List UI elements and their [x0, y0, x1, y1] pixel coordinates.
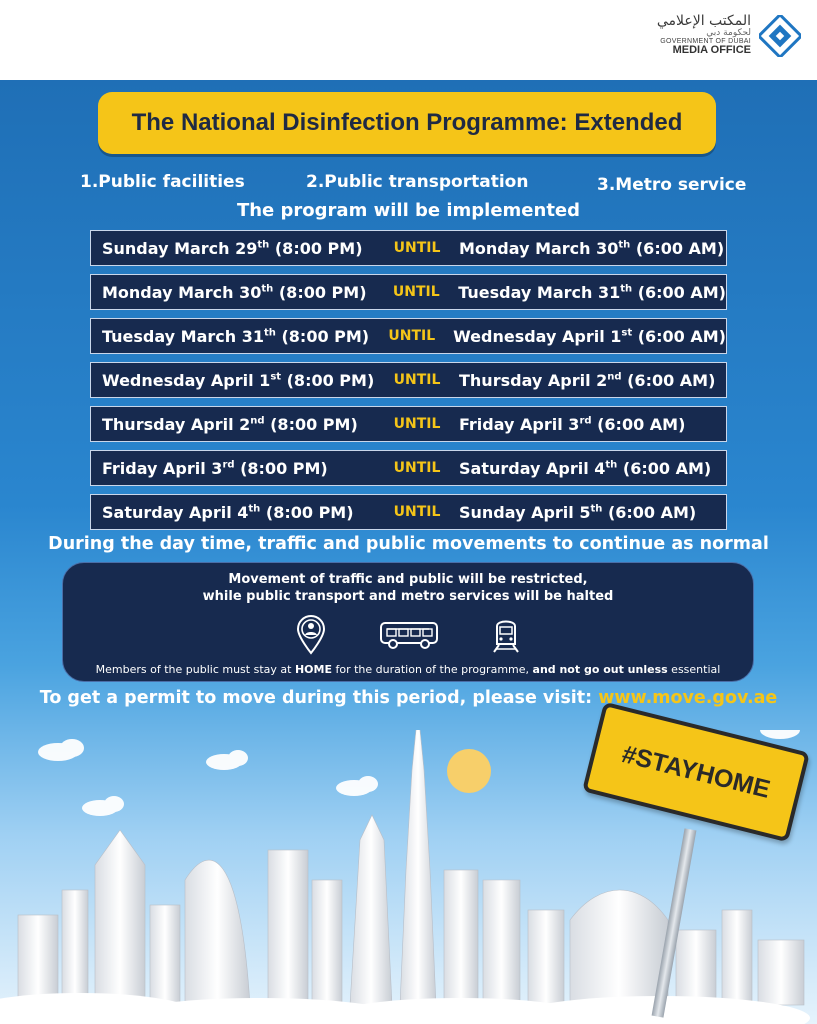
until-label: UNTIL — [392, 284, 440, 300]
until-label: UNTIL — [393, 416, 441, 432]
diamond-logo-icon — [759, 15, 801, 57]
restriction-notice — [62, 562, 754, 682]
header-bar — [0, 0, 817, 80]
notice-foot-a: Members of the public must stay at — [95, 663, 295, 676]
schedule-row — [90, 230, 727, 266]
permit-line — [0, 688, 817, 708]
schedule-row — [90, 406, 727, 442]
subtitle: The program will be implemented — [236, 200, 581, 221]
notice-foot-b: for the duration of the programme, — [331, 663, 533, 676]
schedule-row — [90, 494, 727, 530]
schedule-from: Sunday March 29th (8:00 PM) — [102, 238, 363, 258]
schedule-to: Tuesday March 31th (6:00 AM) — [458, 282, 726, 302]
daytime-note: During the day time, traffic and public movements to continue as normal — [48, 534, 769, 554]
notice-foot-d: essential — [667, 663, 721, 676]
schedule-from: Saturday April 4th (8:00 PM) — [102, 502, 354, 522]
schedule-to: Sunday April 5th (6:00 AM) — [459, 502, 697, 522]
service-public-transportation: 2.Public transportation — [306, 172, 529, 192]
notice-footer — [63, 663, 753, 676]
page-title: The National Disinfection Programme: Extended — [131, 109, 683, 136]
schedule-from: Friday April 3rd (8:00 PM) — [102, 458, 328, 478]
schedule-row — [90, 318, 727, 354]
schedule-row — [90, 362, 727, 398]
schedule-to: Wednesday April 1st (6:00 AM) — [453, 326, 726, 346]
service-public-facilities: 1.Public facilities — [80, 172, 245, 192]
logo-media-office-text: MEDIA OFFICE — [672, 44, 751, 57]
logo-arabic-sub-text: لحكومة دبي — [706, 27, 751, 38]
until-label: UNTIL — [393, 460, 441, 476]
notice-foot-home: HOME — [294, 663, 332, 676]
schedule-row — [90, 274, 727, 310]
schedule-to: Monday March 30th (6:00 AM) — [459, 238, 725, 258]
service-metro: 3.Metro service — [597, 175, 747, 195]
title-banner — [98, 92, 716, 154]
logo-government-text: GOVERNMENT OF DUBAI — [660, 38, 751, 46]
schedule-row — [90, 450, 727, 486]
until-label: UNTIL — [393, 240, 441, 256]
person-location-icon — [295, 615, 327, 655]
permit-url-link[interactable]: www.move.gov.ae — [598, 688, 778, 708]
notice-line-2: while public transport and metro services will be halted — [202, 589, 614, 604]
schedule-from: Monday March 30th (8:00 PM) — [102, 282, 367, 302]
until-label: UNTIL — [393, 372, 441, 388]
schedule-to: Thursday April 2nd (6:00 AM) — [459, 370, 716, 390]
bus-icon — [379, 620, 439, 650]
poster — [0, 80, 817, 1024]
until-label: UNTIL — [388, 328, 436, 344]
notice-line-1: Movement of traffic and public will be restricted, — [228, 572, 588, 587]
until-label: UNTIL — [393, 504, 441, 520]
schedule-from: Wednesday April 1st (8:00 PM) — [102, 370, 375, 390]
permit-text: To get a permit to move during this period, please visit: — [39, 688, 599, 708]
metro-train-icon — [491, 616, 521, 654]
schedule-from: Thursday April 2nd (8:00 PM) — [102, 414, 358, 434]
notice-foot-c: and not go out unless — [532, 663, 668, 676]
schedule-to: Saturday April 4th (6:00 AM) — [459, 458, 712, 478]
logo-arabic-text: المكتب الإعلامي — [656, 13, 751, 29]
stayhome-sign-text: #STAYHOME — [619, 739, 773, 804]
media-office-logo — [657, 14, 801, 57]
schedule-to: Friday April 3rd (6:00 AM) — [459, 414, 686, 434]
schedule-from: Tuesday March 31th (8:00 PM) — [102, 326, 370, 346]
